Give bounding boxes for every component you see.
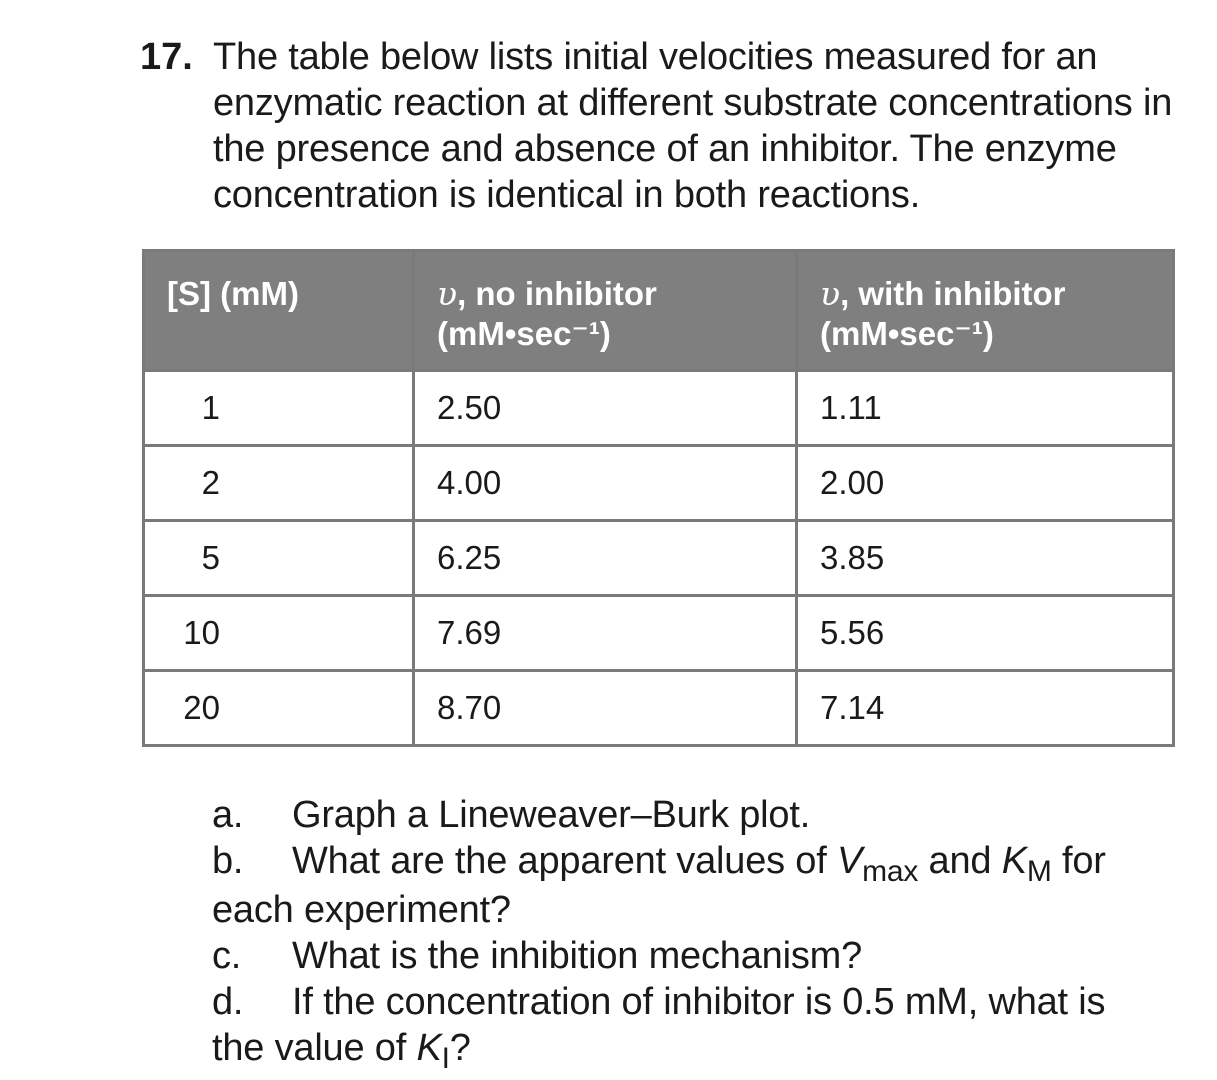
cell-v-no-inhibitor: 4.00 xyxy=(414,446,797,521)
part-b-text-4: each experiment? xyxy=(212,889,511,931)
table-row xyxy=(144,671,1174,746)
cell-v-with-inhibitor: 2.00 xyxy=(797,446,1174,521)
part-d-continued xyxy=(212,1025,1172,1074)
cell-substrate: 5 xyxy=(144,521,414,596)
km-symbol: K xyxy=(1001,840,1027,882)
part-d-letter: d. xyxy=(212,981,244,1023)
table-row xyxy=(144,371,1174,446)
ki-subscript: I xyxy=(441,1042,450,1075)
header-with-inhibitor-unit: (mM•sec⁻¹) xyxy=(820,315,994,352)
table-header-row xyxy=(144,251,1174,371)
part-a-letter: a. xyxy=(212,794,244,836)
header-no-inhibitor-var: υ xyxy=(437,274,458,313)
km-subscript: M xyxy=(1026,855,1052,888)
cell-v-no-inhibitor: 2.50 xyxy=(414,371,797,446)
header-no-inhibitor xyxy=(414,251,797,371)
part-c-letter: c. xyxy=(212,935,242,977)
question-parts xyxy=(212,792,1172,1074)
part-d-text-3: ? xyxy=(449,1027,471,1069)
part-c xyxy=(212,933,1172,979)
header-substrate-label: [S] (mM) xyxy=(167,275,299,312)
cell-v-no-inhibitor: 8.70 xyxy=(414,671,797,746)
part-a xyxy=(212,792,1172,838)
header-with-inhibitor-var: υ xyxy=(820,274,841,313)
vmax-symbol: V xyxy=(836,840,863,882)
ki-symbol: K xyxy=(416,1027,442,1069)
part-b-continued xyxy=(212,887,1172,933)
header-substrate xyxy=(144,251,414,371)
table-row xyxy=(144,521,1174,596)
part-d xyxy=(212,979,1172,1025)
part-b-text-1: What are the apparent values of xyxy=(292,840,837,882)
part-b xyxy=(212,838,1172,887)
part-d-text-2: the value of xyxy=(212,1027,417,1069)
header-no-inhibitor-unit: (mM•sec⁻¹) xyxy=(437,315,611,352)
part-d-text-1: If the concentration of inhibitor is 0.5 mM, what is xyxy=(292,981,1106,1023)
cell-substrate: 20 xyxy=(144,671,414,746)
part-c-text: What is the inhibition mechanism? xyxy=(292,935,863,977)
velocity-table xyxy=(142,249,1175,747)
question-number: 17. xyxy=(140,36,193,78)
vmax-subscript: max xyxy=(862,855,919,888)
header-with-inhibitor-label: , with inhibitor xyxy=(840,275,1066,312)
question-text: The table below lists initial velocities measured for an enzymatic reaction at different substrate concentrations in the presence and absence of an inhibitor. The enzyme concentration is identical in both reactions. xyxy=(213,36,1173,216)
cell-v-with-inhibitor: 3.85 xyxy=(797,521,1174,596)
part-b-text-3: for xyxy=(1051,840,1106,882)
cell-substrate: 2 xyxy=(144,446,414,521)
cell-v-no-inhibitor: 7.69 xyxy=(414,596,797,671)
cell-substrate: 1 xyxy=(144,371,414,446)
table-row xyxy=(144,446,1174,521)
header-with-inhibitor xyxy=(797,251,1174,371)
part-b-text-2: and xyxy=(918,840,1002,882)
part-a-text: Graph a Lineweaver–Burk plot. xyxy=(292,794,811,836)
cell-v-with-inhibitor: 1.11 xyxy=(797,371,1174,446)
cell-v-with-inhibitor: 5.56 xyxy=(797,596,1174,671)
cell-v-with-inhibitor: 7.14 xyxy=(797,671,1174,746)
table-row xyxy=(144,596,1174,671)
cell-v-no-inhibitor: 6.25 xyxy=(414,521,797,596)
cell-substrate: 10 xyxy=(144,596,414,671)
header-no-inhibitor-label: , no inhibitor xyxy=(457,275,657,312)
part-b-letter: b. xyxy=(212,840,244,882)
